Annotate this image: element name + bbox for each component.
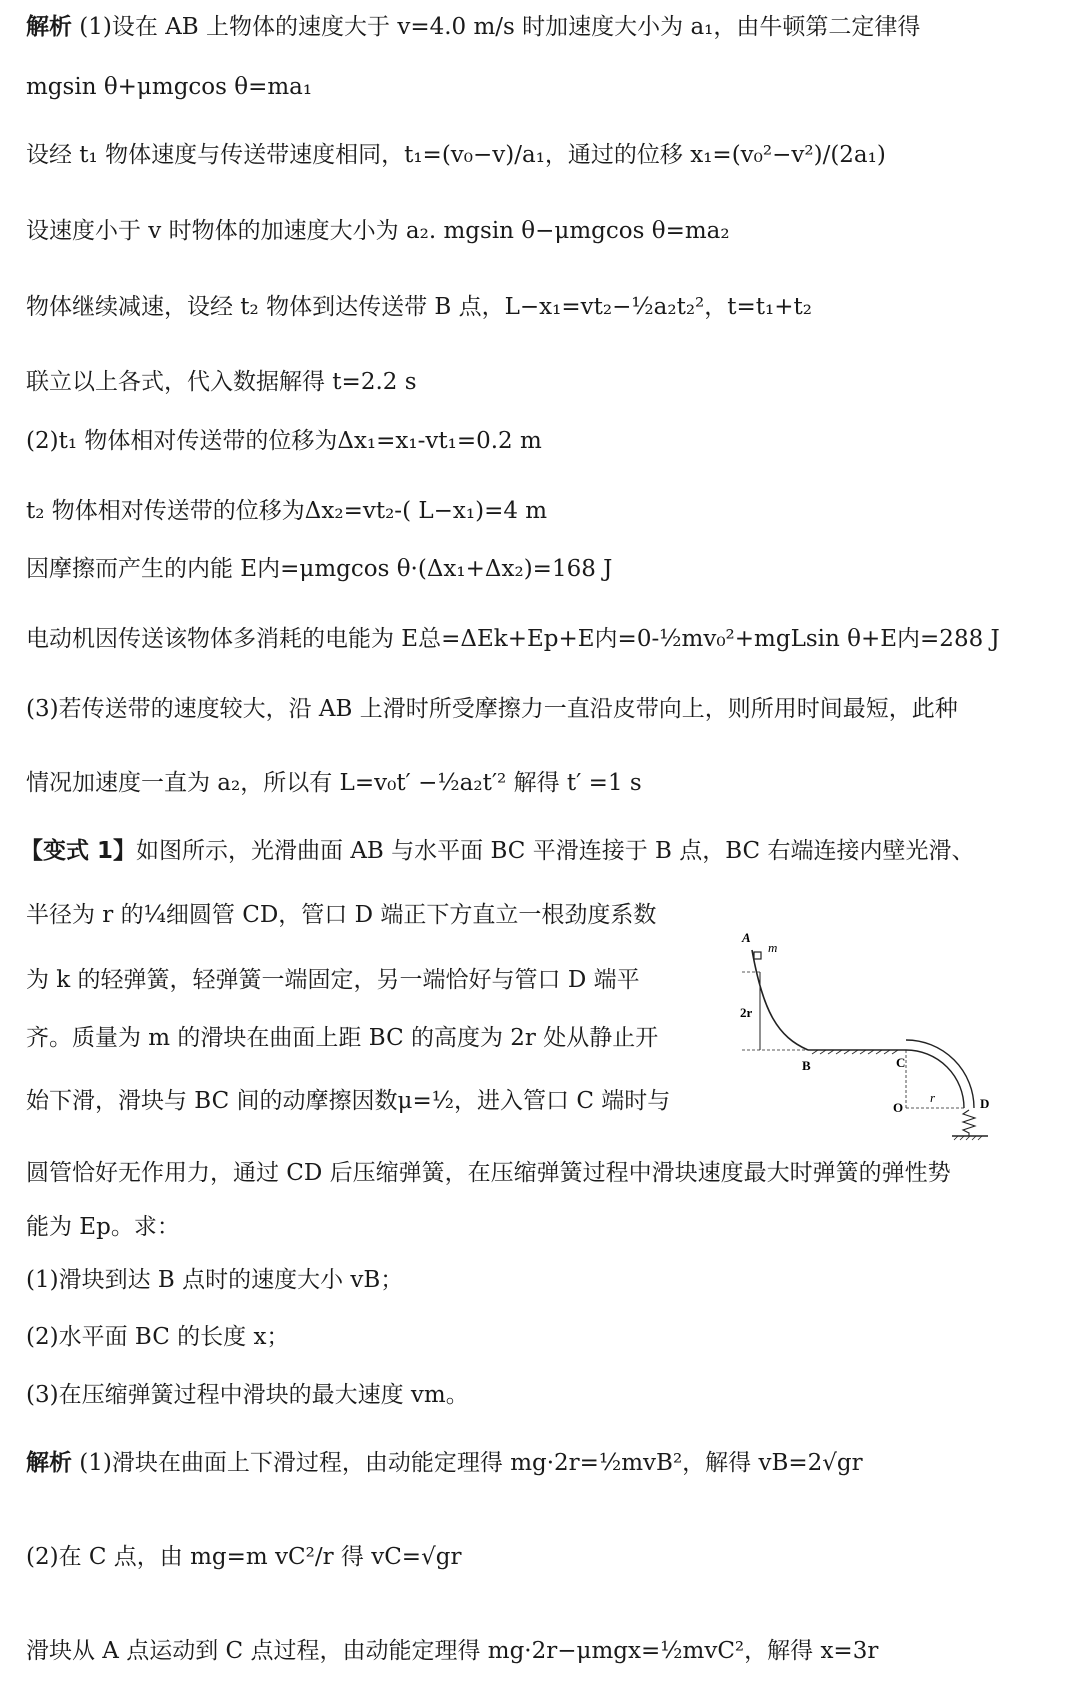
sol2-line-2: 滑块从 A 点运动到 C 点过程，由动能定理得 mg·2r−μmgx=½mvC²，解得 x=3r xyxy=(26,1638,879,1664)
sol1-line-9: 电动机因传送该物体多消耗的电能为 E总=ΔEk+Ep+E内=0-½mv₀²+mgLsin θ+E内=288 J xyxy=(26,626,1000,652)
label-d: D xyxy=(980,1096,990,1111)
var-line-7: (1)滑块到达 B 点时的速度大小 vB； xyxy=(26,1267,404,1293)
label-o: O xyxy=(893,1100,904,1115)
label-r: r xyxy=(930,1090,936,1105)
sol1-line-5: 联立以上各式，代入数据解得 t=2.2 s xyxy=(26,369,417,395)
var-line-9: (3)在压缩弹簧过程中滑块的最大速度 vm。 xyxy=(26,1382,469,1408)
var-line-6: 能为 Ep。求： xyxy=(26,1214,180,1240)
sol1-line-8: 因摩擦而产生的内能 E内=μmgcos θ·(Δx₁+Δx₂)=168 J xyxy=(26,556,613,582)
sol1-line-10: (3)若传送带的速度较大，沿 AB 上滑时所受摩擦力一直沿皮带向上，则所用时间最短，此种 xyxy=(26,696,958,722)
sol1-line-1: mgsin θ+μmgcos θ=ma₁ xyxy=(26,74,313,100)
label-b: B xyxy=(802,1058,811,1073)
sol2-line-1: (2)在 C 点，由 mg=m vC²/r 得 vC=√gr xyxy=(26,1544,462,1570)
var-line-1: 半径为 r 的¼细圆管 CD，管口 D 端正下方直立一根劲度系数 xyxy=(26,902,657,928)
label-m: m xyxy=(768,940,778,955)
var-line-2: 为 k 的轻弹簧，轻弹簧一端固定，另一端恰好与管口 D 端平 xyxy=(26,967,640,993)
sol1-line-7: t₂ 物体相对传送带的位移为Δx₂=vt₂-( L−x₁)=4 m xyxy=(26,498,548,524)
label-2r: 2r xyxy=(740,1005,753,1020)
spring xyxy=(963,1110,975,1136)
var-line-8: (2)水平面 BC 的长度 x； xyxy=(26,1324,290,1350)
sol2-line-0: 解析 (1)滑块在曲面上下滑过程，由动能定理得 mg·2r=½mvB²，解得 vB=2√gr xyxy=(26,1450,863,1476)
sol1-line-2: 设经 t₁ 物体速度与传送带速度相同，t₁=(v₀−v)/a₁，通过的位移 x₁=(v₀²−v²)/(2a₁) xyxy=(26,142,886,168)
sol1-line-3: 设速度小于 v 时物体的加速度大小为 a₂. mgsin θ−μmgcos θ=ma₂ xyxy=(26,218,730,244)
var-line-3: 齐。质量为 m 的滑块在曲面上距 BC 的高度为 2r 处从静止开 xyxy=(26,1025,659,1051)
mass-block xyxy=(754,952,761,959)
var-line-4: 始下滑，滑块与 BC 间的动摩擦因数μ=½，进入管口 C 端时与 xyxy=(26,1088,671,1114)
sol1-line-11: 情况加速度一直为 a₂，所以有 L=v₀t′ −½a₂t′² 解得 t′ =1 s xyxy=(26,770,642,796)
label-a: A xyxy=(742,930,751,945)
sol1-line-0: 解析 (1)设在 AB 上物体的速度大于 v=4.0 m/s 时加速度大小为 a₁，由牛顿第二定律得 xyxy=(26,14,921,40)
label-c: C xyxy=(896,1055,906,1070)
sol1-line-6: (2)t₁ 物体相对传送带的位移为Δx₁=x₁-vt₁=0.2 m xyxy=(26,428,542,454)
var-line-0: 【变式 1】如图所示，光滑曲面 AB 与水平面 BC 平滑连接于 B 点，BC 右端连接内壁光滑、 xyxy=(20,838,975,864)
sol1-line-4: 物体继续减速，设经 t₂ 物体到达传送带 B 点，L−x₁=vt₂−½a₂t₂²，t=t₁+t₂ xyxy=(26,294,812,320)
track-diagram xyxy=(738,922,1008,1142)
var-line-5: 圆管恰好无作用力，通过 CD 后压缩弹簧，在压缩弹簧过程中滑块速度最大时弹簧的弹性势 xyxy=(26,1160,951,1186)
